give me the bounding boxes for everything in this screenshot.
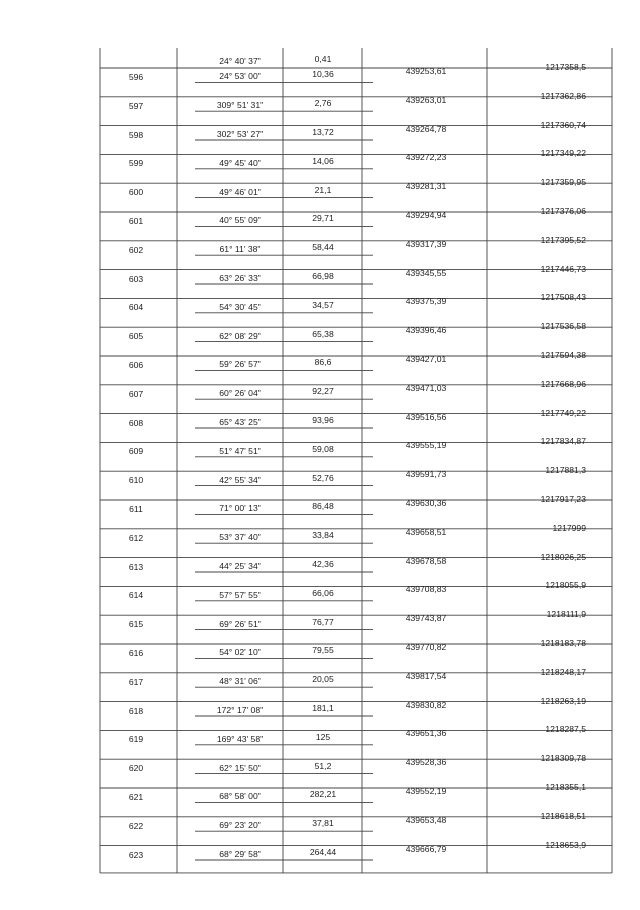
distance-cell: 20,05 bbox=[312, 674, 334, 685]
distance-cell: 14,06 bbox=[312, 155, 334, 166]
x-coordinate-cell: 439294,94 bbox=[405, 210, 447, 220]
point-number-cell: 604 bbox=[128, 302, 144, 313]
angle-cell: 54° 30' 45" bbox=[219, 301, 261, 312]
point-number-cell: 620 bbox=[128, 763, 144, 774]
angle-cell: 54° 02' 10" bbox=[219, 647, 261, 658]
y-coordinate-cell: 1217349,22 bbox=[540, 148, 586, 159]
x-coordinate-cell: 439830,82 bbox=[405, 699, 447, 710]
y-coordinate-cell: 1218111,9 bbox=[546, 609, 586, 620]
x-coordinate-cell: 439317,39 bbox=[405, 238, 447, 249]
x-coordinate-cell: 439281,31 bbox=[405, 181, 447, 192]
x-coordinate-cell: 439817,54 bbox=[405, 670, 447, 681]
distance-cell: 181,1 bbox=[312, 703, 334, 713]
angle-cell: 65° 43' 25" bbox=[219, 417, 261, 427]
distance-cell: 37,81 bbox=[312, 818, 334, 829]
angle-cell: 68° 58' 00" bbox=[219, 791, 261, 802]
x-coordinate-cell: 439770,82 bbox=[405, 642, 447, 652]
x-coordinate-cell: 439552,19 bbox=[405, 786, 447, 796]
distance-cell: 58,44 bbox=[312, 242, 334, 253]
angle-cell: 62° 08' 29" bbox=[219, 330, 261, 341]
y-coordinate-cell: 1217360,74 bbox=[540, 119, 586, 130]
point-number-cell: 606 bbox=[128, 360, 144, 370]
y-coordinate-cell: 1217834,87 bbox=[540, 436, 586, 447]
y-coordinate-cell: 1218183,78 bbox=[540, 638, 586, 648]
y-coordinate-cell: 1218055,9 bbox=[545, 580, 586, 591]
y-coordinate-cell: 1217508,43 bbox=[540, 292, 586, 303]
y-coordinate-cell: 1218248,17 bbox=[540, 666, 586, 677]
point-number-cell: 622 bbox=[128, 820, 144, 831]
angle-cell: 57° 57' 55" bbox=[219, 589, 261, 600]
y-coordinate-cell: 1218618,51 bbox=[540, 810, 586, 821]
angle-cell: 49° 45' 40" bbox=[219, 157, 261, 168]
point-number-cell: 618 bbox=[128, 705, 144, 716]
distance-cell: 42,36 bbox=[312, 559, 334, 569]
angle-cell: 44° 25' 34" bbox=[219, 561, 261, 571]
distance-cell: 86,6 bbox=[314, 357, 332, 368]
distance-cell: 51,2 bbox=[314, 760, 332, 771]
x-coordinate-cell: 439264,78 bbox=[405, 123, 447, 134]
y-coordinate-cell: 1217536,58 bbox=[540, 321, 586, 332]
x-coordinate-cell: 439345,55 bbox=[405, 267, 447, 278]
y-coordinate-cell: 1217999 bbox=[552, 522, 586, 533]
y-coordinate-cell: 1218355,1 bbox=[545, 782, 586, 792]
x-coordinate-cell: 439658,51 bbox=[405, 526, 447, 537]
distance-cell: 86,48 bbox=[312, 501, 334, 512]
y-coordinate-cell: 1217881,3 bbox=[545, 465, 586, 476]
x-coordinate-cell: 439555,19 bbox=[405, 440, 447, 451]
distance-cell: 33,84 bbox=[312, 530, 334, 541]
x-coordinate-cell: 439516,56 bbox=[405, 411, 447, 422]
y-coordinate-cell: 1217358,5 bbox=[545, 62, 586, 72]
distance-cell: 79,55 bbox=[312, 645, 334, 656]
point-number-cell: 609 bbox=[128, 446, 144, 457]
angle-cell: 68° 29' 58" bbox=[219, 849, 261, 859]
point-number-cell: 596 bbox=[128, 72, 144, 82]
point-number-cell: 610 bbox=[128, 475, 144, 486]
angle-cell: 62° 15' 50" bbox=[219, 762, 261, 773]
x-coordinate-cell: 439528,36 bbox=[405, 757, 447, 768]
angle-cell: 69° 26' 51" bbox=[219, 618, 261, 629]
y-coordinate-cell: 1217594,38 bbox=[540, 350, 586, 360]
distance-cell: 52,76 bbox=[312, 472, 334, 483]
point-number-cell: 602 bbox=[128, 244, 144, 255]
point-number-cell: 598 bbox=[128, 129, 144, 140]
point-number-cell: 621 bbox=[128, 792, 144, 802]
distance-cell: 21,1 bbox=[314, 184, 332, 195]
angle-cell: 51° 47' 51" bbox=[219, 445, 261, 456]
point-number-cell: 614 bbox=[128, 590, 144, 601]
point-number-cell: 617 bbox=[128, 676, 144, 687]
y-coordinate-cell: 1217395,52 bbox=[540, 234, 586, 245]
angle-cell: 302° 53' 27" bbox=[216, 129, 264, 139]
y-coordinate-cell: 1218287,5 bbox=[545, 724, 586, 735]
x-coordinate-cell: 439666,79 bbox=[405, 843, 447, 854]
distance-cell: 59,08 bbox=[312, 443, 334, 454]
x-coordinate-cell: 439678,58 bbox=[405, 555, 447, 566]
angle-cell: 24° 40' 37" bbox=[219, 56, 261, 66]
angle-cell: 309° 51' 31" bbox=[216, 100, 264, 111]
point-number-cell: 601 bbox=[128, 216, 144, 226]
distance-cell: 66,06 bbox=[312, 587, 334, 598]
angle-cell: 71° 00' 13" bbox=[219, 503, 261, 514]
distance-cell: 282,21 bbox=[309, 789, 337, 800]
angle-cell: 172° 17' 08" bbox=[216, 705, 264, 715]
angle-cell: 63° 26' 33" bbox=[219, 273, 261, 283]
point-number-cell: 597 bbox=[128, 100, 144, 111]
point-number-cell: 608 bbox=[128, 417, 144, 428]
x-coordinate-cell: 439263,01 bbox=[405, 94, 447, 105]
y-coordinate-cell: 1217749,22 bbox=[540, 407, 586, 418]
angle-cell: 59° 26' 57" bbox=[219, 359, 261, 370]
distance-cell: 93,96 bbox=[312, 415, 334, 425]
angle-cell: 49° 46' 01" bbox=[219, 186, 261, 197]
x-coordinate-cell: 439253,61 bbox=[405, 66, 447, 76]
point-number-cell: 615 bbox=[128, 619, 144, 630]
point-number-cell: 619 bbox=[128, 734, 144, 745]
x-coordinate-cell: 439630,36 bbox=[405, 498, 447, 508]
angle-cell: 53° 37' 40" bbox=[219, 532, 261, 543]
x-coordinate-cell: 439396,46 bbox=[405, 325, 447, 336]
angle-cell: 69° 23' 20" bbox=[219, 820, 261, 831]
angle-cell: 61° 11' 38" bbox=[219, 244, 261, 255]
distance-cell: 10,36 bbox=[312, 69, 334, 80]
distance-cell: 13,72 bbox=[312, 127, 334, 137]
angle-cell: 60° 26' 04" bbox=[219, 388, 261, 399]
x-coordinate-cell: 439427,01 bbox=[405, 354, 447, 364]
distance-cell: 29,71 bbox=[312, 213, 334, 224]
y-coordinate-cell: 1218263,19 bbox=[540, 695, 586, 706]
distance-cell: 34,57 bbox=[312, 299, 334, 310]
point-number-cell: 607 bbox=[128, 388, 144, 399]
angle-cell: 42° 55' 34" bbox=[219, 474, 261, 485]
point-number-cell: 599 bbox=[128, 158, 144, 169]
y-coordinate-cell: 1217359,95 bbox=[540, 177, 586, 188]
distance-cell: 65,38 bbox=[312, 328, 334, 339]
y-coordinate-cell: 1217376,06 bbox=[540, 206, 586, 216]
angle-cell: 48° 31' 06" bbox=[219, 676, 261, 687]
x-coordinate-cell: 439743,87 bbox=[405, 613, 447, 624]
x-coordinate-cell: 439708,83 bbox=[405, 584, 447, 595]
y-coordinate-cell: 1218026,25 bbox=[540, 551, 586, 562]
angle-cell: 40° 55' 09" bbox=[219, 215, 261, 226]
point-number-cell: 611 bbox=[129, 504, 143, 514]
point-number-cell: 616 bbox=[128, 648, 144, 658]
x-coordinate-cell: 439375,39 bbox=[405, 296, 447, 307]
y-coordinate-cell: 1217668,96 bbox=[540, 378, 586, 389]
angle-cell: 169° 43' 58" bbox=[216, 733, 264, 744]
point-number-cell: 612 bbox=[128, 532, 144, 543]
distance-cell: 125 bbox=[315, 731, 331, 742]
point-number-cell: 613 bbox=[128, 561, 144, 572]
x-coordinate-cell: 439651,36 bbox=[405, 728, 447, 739]
distance-cell: 264,44 bbox=[309, 847, 337, 857]
angle-cell: 24° 53' 00" bbox=[219, 71, 261, 82]
x-coordinate-cell: 439653,48 bbox=[405, 814, 447, 825]
x-coordinate-cell: 439471,03 bbox=[405, 382, 447, 393]
y-coordinate-cell: 1217917,23 bbox=[540, 494, 586, 504]
point-number-cell: 623 bbox=[128, 849, 144, 860]
distance-cell: 0,41 bbox=[314, 54, 332, 64]
distance-cell: 92,27 bbox=[312, 386, 334, 397]
y-coordinate-cell: 1218309,78 bbox=[540, 753, 586, 764]
y-coordinate-cell: 1217362,86 bbox=[540, 90, 586, 101]
point-number-cell: 600 bbox=[128, 187, 144, 198]
distance-cell: 76,77 bbox=[312, 616, 334, 627]
distance-cell: 66,98 bbox=[312, 271, 334, 281]
distance-cell: 2,76 bbox=[314, 98, 332, 109]
y-coordinate-cell: 1218653,9 bbox=[545, 839, 586, 850]
point-number-cell: 605 bbox=[128, 331, 144, 342]
x-coordinate-cell: 439272,23 bbox=[405, 152, 447, 163]
y-coordinate-cell: 1217446,73 bbox=[540, 263, 586, 274]
x-coordinate-cell: 439591,73 bbox=[405, 469, 447, 480]
point-number-cell: 603 bbox=[128, 273, 144, 284]
